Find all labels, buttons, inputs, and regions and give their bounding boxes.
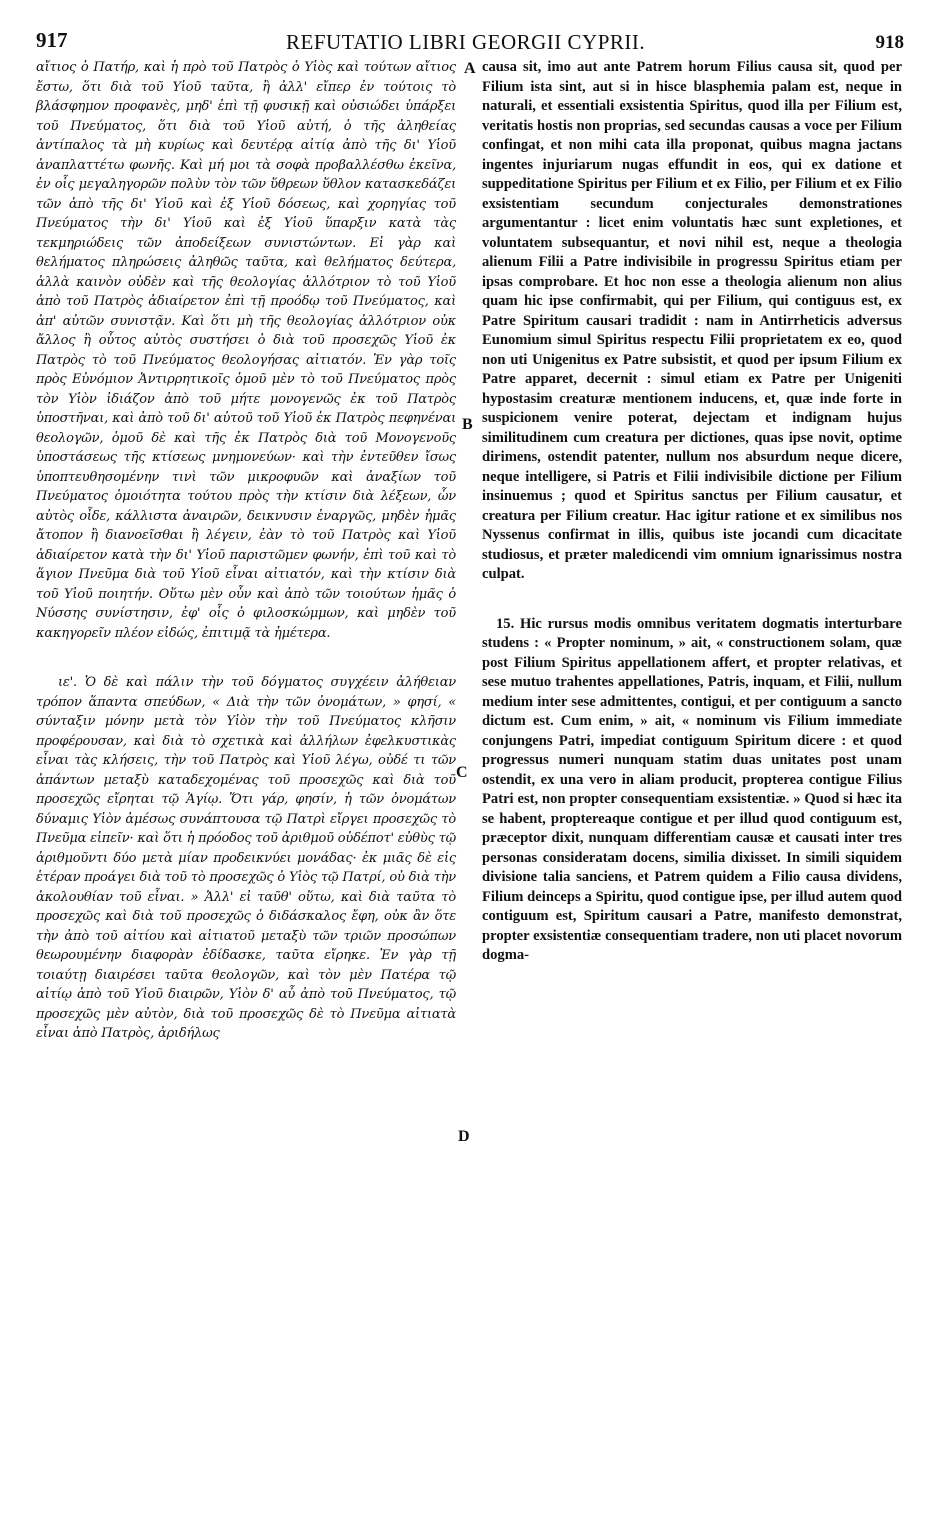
greek-paragraph-1: αἴτιος ὁ Πατήρ, καὶ ἡ πρὸ τοῦ Πατρὸς ὁ Υἱὸς καὶ τούτων αἴτιος ἔστω, ὅτι διὰ τοῦ Υἱοῦ ταῦτα, ἢ ἀλλ' εἴπερ ἐν τούτοις τὸ βλάσφημον προφανὲς, μηδ' ἐπὶ τῇ φυσικῇ καὶ οὐσιώδει ὑπάρξει τοῦ Πνεύματος, ὅτι διὰ τοῦ Υἱοῦ αὐτή, ὁ τῆς ἀληθείας ἀντίπαλος τὰ μὴ κυρίως καὶ δευτέρᾳ αἰτίᾳ ἀπὸ τῆς δι' Υἱοῦ ἀναπλαττέτω φωνῆς. Καὶ μή μοι τὰ σοφὰ προβαλλέσθω ἐκεῖνα, ἐν οἷς μεγαληγορῶν πολὺν τὸν τῶν ὕθρεων ὕθλον κατασκεδάζει τῶν ἀπὸ τῆς δι' Υἱοῦ καὶ ἐξ Υἱοῦ δόσεως, καὶ χορηγίας τοῦ Πνεύματος τὴν δι' Υἱοῦ καὶ ἐξ Υἱοῦ ὕπαρξιν κατὰ τὰς τεκμηριώδεις τῶν ἀποδείξεων συνιστώντων. Εἰ γὰρ καὶ θελήματος πληρώσεις ἀληθῶς ταῦτα, καὶ θελήματος δεύτερα, ἀλλὰ καινὸν οὐδὲν καὶ τῆς θεολογίας ἀλλότριον τὸ τοῦ Υἱοῦ ἀπὸ τοῦ Πατρὸς ἀδιαίρετον ἐπὶ τῇ προόδῳ τοῦ Πνεύματος, καὶ ἀπ' αὐτῶν συνιστᾷν. Καὶ ὅτι μὴ τῆς θεολογίας ἀλλότριον οὐκ ἄλλος ἢ οὗτος αὐτὸς συστήσει ὁ διὰ τοῦ προσεχῶς Υἱοῦ ἐκ Πατρὸς τὸ τοῦ Πνεύματος θεολογήσας αἰτιατόν. Ἐν γὰρ τοῖς πρὸς Εὐνόμιον Ἀντιρρητικοῖς ὁμοῦ μὲν τὸ τοῦ Πνεύματος πρὸς τὸν Υἱὸν ἰδιάζον ἀπὸ τοῦ μήτε μονογενῶς ἐκ τοῦ Πατρὸς ὑποστῆναι, καὶ ἀπὸ τοῦ δι' αὐτοῦ τοῦ Υἱοῦ ἐκ Πατρὸς πεφηνέναι θεολογῶν, ὁμοῦ δὲ καὶ τῆς ἐκ Πατρὸς διὰ τοῦ Μονογενοῦς ὑποστάσεως τῆς κτίσεως μνημονεύων· καὶ τὴν ἐντεῦθεν ἴσως ὑποπτευθησομένην τινὶ τῶν μικροφυῶν καὶ ἀναξίων τοῦ Πνεύματος ὁμοιότητα τούτου πρὸς τὴν κτίσιν διὰ λέξεων, ὧν αὐτὸς οἶδε, κάλλιστα ἀναιρῶν, δεικνυσιν ἐναργῶς, μηδὲν ἡμᾶς ἄτοπον ἢ διανοεῖσθαι ἢ λέγειν, ἐὰν τὸ τοῦ Πατρὸς καὶ Υἱοῦ ἀδιαίρετον κατὰ τὴν δι' Υἱοῦ παριστῶμεν φωνήν, ἐπὶ τοῦ καὶ τὸ ἅγιον Πνεῦμα διὰ τοῦ Υἱοῦ εἶναι αἰτιατόν, καὶ τὴν κτίσιν διὰ τοῦ Υἱοῦ ποιητήν. Οὕτω μὲν οὖν καὶ ἀπὸ τῶν τοιούτων ἡμᾶς ὁ Νύσσης συνίστησιν, ἐφ' οἷς ὁ φιλοσκώμμων, καὶ μηδὲν τοῦ κακηγορεῖν πλέον εἰδώς, ἐπιτιμᾷ τὰ ἡμέτερα. bbox=[36, 60, 456, 641]
margin-letter-d: D bbox=[458, 1128, 470, 1145]
margin-letter-c: C bbox=[456, 764, 468, 781]
page-number-right: 918 bbox=[875, 32, 904, 53]
running-title: REFUTATIO LIBRI GEORGII CYPRII. bbox=[286, 30, 646, 54]
latin-column bbox=[482, 58, 902, 966]
page-number-left: 917 bbox=[36, 28, 68, 52]
paragraph-gap bbox=[482, 585, 902, 615]
margin-letter-a: A bbox=[464, 60, 476, 77]
running-header bbox=[36, 28, 904, 54]
paragraph-gap bbox=[36, 643, 456, 673]
latin-paragraph-15: 15. Hic rursus modis omnibus veritatem dogmatis interturbare studens : « Propter nominum, » ait, « constructionem solam, quæ post Filium Spiritus appellationem affert, et propter relativas, et sese mutuo trahentes appellationes, Patris, inquam, et Filii, nullum medium inter sese admittentes, contigui, et per contiguum a sancto dictum est. Cum enim, » ait, « nominum vis Filium immediate conjungens Patri, impediat contiguum Spiritum dicere : et quod progressus numeri nunquam statim duas unitates post unam ostendit, ex una vero in aliam producit, propterea contigue Filius Patri est, non propter consequentiam exsistentiæ. » Quod si hæc ita se habent, proptereaque contigue et per illud quod contiguum est, præceptor dixit, nunquam differentiam causæ et causati inter tres personas consideratam docens, similia dixisset. In simili siquidem divisione talia sanciens, et Patrem quidem a Filio causa dividens, Filium deinceps a Spiritu, quod contigue ipse, per illud autem quod contiguum est, Spiritum causari a Patre, manifesto demonstrat, propter exsistentiæ consequentiam tradere, non uti placet novorum dogma- bbox=[482, 615, 902, 963]
greek-column bbox=[36, 58, 456, 1044]
latin-paragraph-1: causa sit, imo aut ante Patrem horum Filius causa sit, quod per Filium ista sint, aut si in hisce blasphemia palam est, neque in naturali, et essentiali exsistentia Spiritus, quod illa per Filium est, veritatis hostis non proprias, sed secundas causas a voce per Filium confingat, et non mihi cata illa proponat, quibus magna jactans ingentes injuriarum nugas effundit in eos, qui ex datione et suppeditatione Spiritus per Filium et ex Filio, per Filium et ex Filio exsistentiam secundum conjecturales demonstrationes argumentantur : licet enim voluntatis hæc sunt expletiones, et voluntatem subsequantur, et novi nihil est, neque a theologia alienum Filii a Patre indivisibile in progressu Spiritus etiam per ipsas comprobare. Et hoc non esse a theologia alienum non alius quam hic ipse confirmabit, qui per Filium, qui contiguus est, ex Patre Spiritum causari tradidit : nam in Antirrheticis adversus Eunomium simul Spiritus respectu Filii proprietatem ex eo, quod non uti Unigenitus ex Patre subsistit, et quod per ipsum Filium ex Patre apparet, decernit : simul etiam ex Patre per Unigeniti hypostasim creaturæ mentionem inducens, et, quæ inde forte in suspicionem venire poterat, dejectam et indignam hujus similitudinem cum creatura per dictiones, quas ipse novit, optime dirimens, ostendit patenter, nullum nos absurdum neque dicere, neque intelligere, si Patris et Filii indivisibile dictione per Filium insinuemus ; quod et Spiritus sanctus per Filium causatur, et creatura per Filium creatur. Hac igitur ratione et ex similibus nos Nyssenus confirmat in illis, quibus iste jocandi cum dicacitate studiosus, et præter maledicendi vim omnium ignarissimus nostra culpat. bbox=[482, 59, 902, 582]
margin-letter-b: B bbox=[462, 416, 473, 433]
greek-paragraph-15: ιε'. Ὁ δὲ καὶ πάλιν τὴν τοῦ δόγματος συγχέειν ἀλήθειαν τρόπον ἅπαντα σπεύδων, « Διὰ τὴν τῶν ὀνομάτων, » φησί, « σύνταξιν μόνην μετὰ τὸν Υἱὸν τὴν τοῦ Πνεύματος κλῆσιν προφέρουσαν, καὶ διὰ τὸ σχετικὰ καὶ ἀλλήλων ἐφελκυστικὰς εἶναι τὰς κλήσεις, τὴν τοῦ Πατρὸς καὶ Υἱοῦ λέγω, οὐδέ τι τῶν ἀπάντων μεταξὺ καταδεχομένας τοῦ προσεχῶς καὶ διὰ τοῦ προσεχῶς εἴρηται τῷ Ἁγίῳ. Ὅτι γάρ, φησίν, ἡ τῶν ὀνομάτων δύναμις Υἱὸν ἀμέσως συνάπτουσα τῷ Πατρὶ εἴργει προσεχῶς τὸ Πνεῦμα εἰπεῖν· καὶ ὅτι ἡ πρόοδος τοῦ ἀριθμοῦ οὐδέποτ' εὐθὺς τῷ ἀριθμοῦντι δύο μετὰ μίαν προδεικνύει μονάδας· ἐκ μιᾶς δὲ εἰς ἑτέραν προάγει διὰ τοῦ τὸ προσεχῶς ὁ Υἱὸς τῷ Πατρί, οὐ διὰ τὴν ἀκολουθίαν τοῦ εἶναι. » Ἀλλ' εἰ ταῦθ' οὕτω, καὶ διὰ ταῦτα τὸ προσεχῶς καὶ διὰ τοῦ προσεχῶς ὁ διδάσκαλος ἔφη, οὐκ ἂν ὅτε τὴν ἀπὸ τοῦ αἰτίου καὶ αἰτιατοῦ μεταξὺ τῶν τριῶν προσώπων θεωρουμένην διαφορὰν ἐδίδασκε, ταῦτα εἴρηκε. Ἐν γὰρ τῇ τοιαύτῃ διαιρέσει ταῦτα θεολογῶν, καὶ τὸν μὲν Πατέρα τῷ αἰτίῳ ἀπὸ τοῦ Υἱοῦ διαιρῶν, Υἱὸν δ' αὖ ἀπὸ τοῦ Πνεύματος, τῷ προσεχῶς μὲν αὐτὸν, διὰ τοῦ προσεχῶς δὲ τὸ Πνεῦμα αἰτιατὰ εἶναι ἀπὸ Πατρὸς, ἀριδήλως bbox=[36, 675, 456, 1041]
